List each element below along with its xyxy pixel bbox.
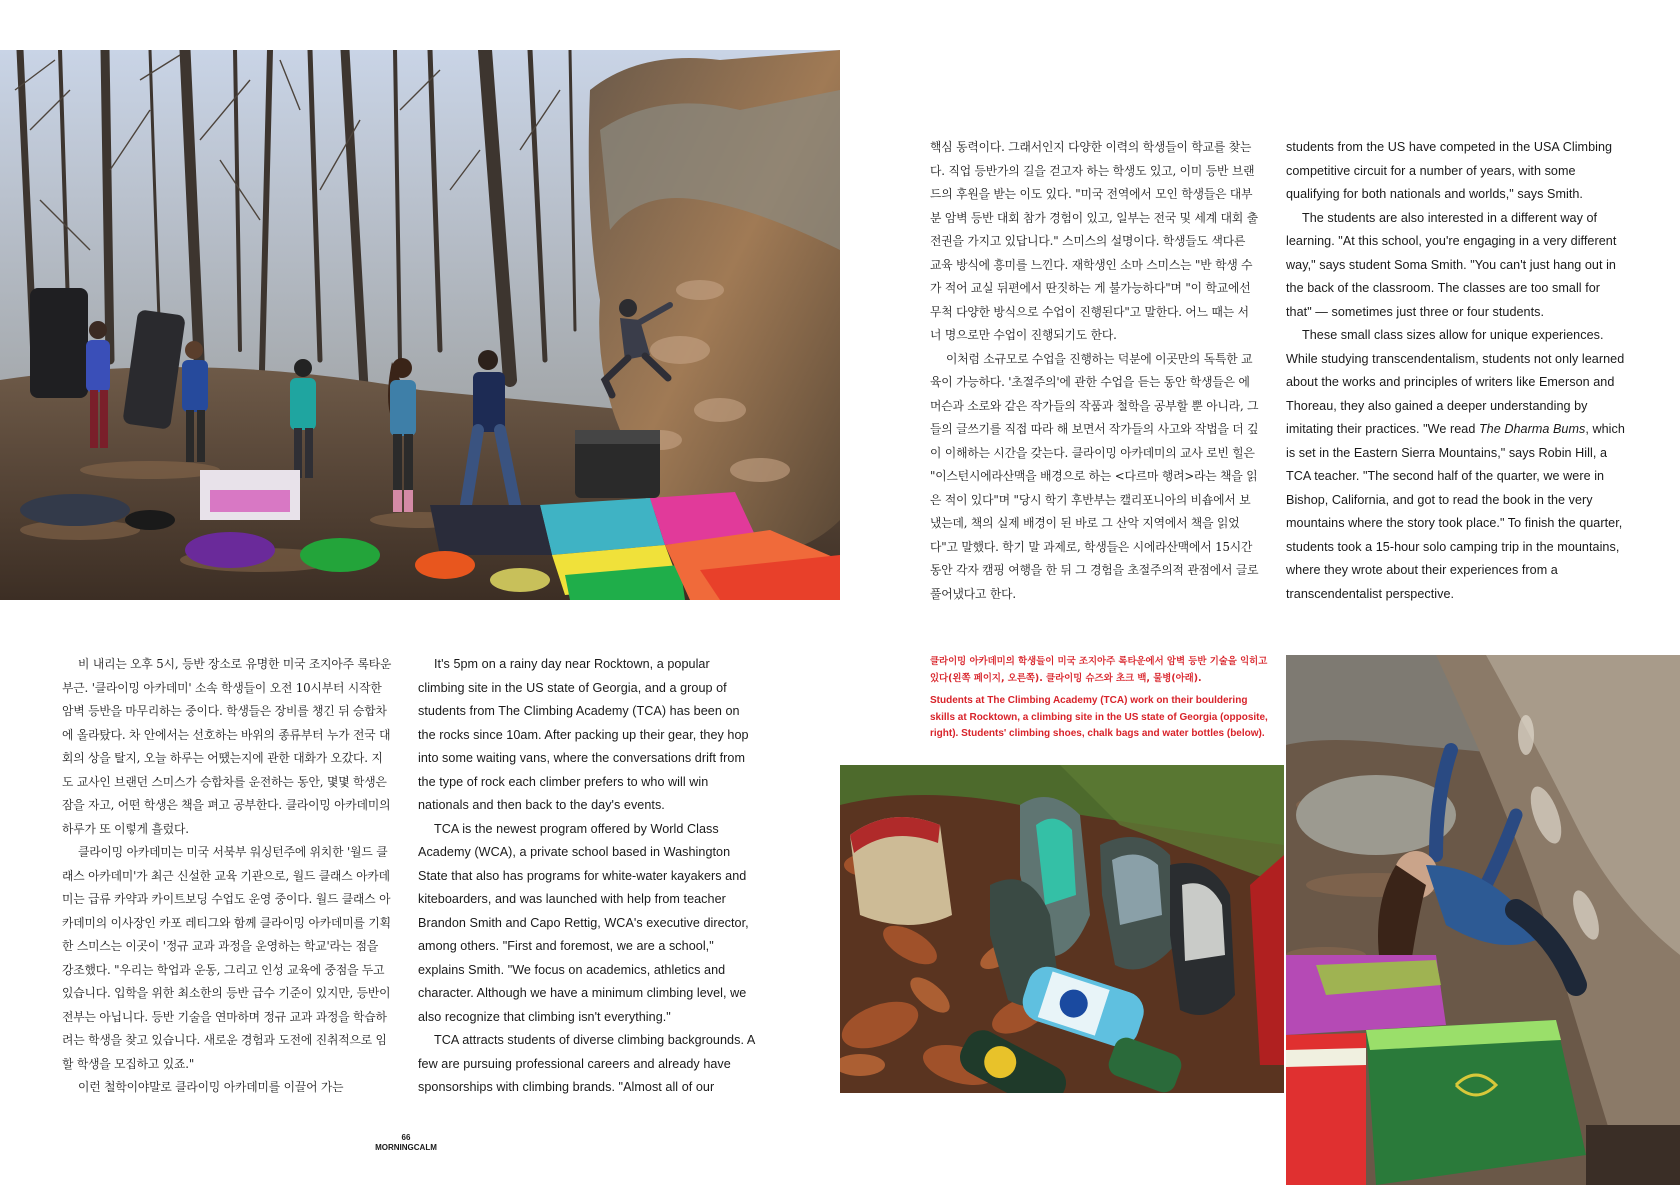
magazine-name: MORNINGCALM bbox=[375, 1143, 437, 1152]
body-paragraph: 이런 철학이야말로 클라이밍 아카데미를 이끌어 가는 bbox=[78, 1080, 344, 1094]
body-paragraph: The students are also interested in a different way of learning. "At this school, you're engaging in a very different way," says student Soma Smith. "You can't just hang out in the back of the classroom. The classes are too small for that" — sometimes just three or four students. bbox=[1286, 210, 1617, 319]
body-paragraph: 이처럼 소규모로 수업을 진행하는 덕분에 이곳만의 독특한 교육이 가능하다. '초절주의'에 관한 수업을 듣는 동안 학생들은 에머슨과 소로와 같은 작가들의 작품과 철학을 공부할 뿐 아니라, 그들의 글쓰기를 직접 따라 해 보면서 작가들의 사고와 작법을 더 깊이 이해하는 시간을 갖는다. 클라이밍 아카데미의 교사 로빈 힐은 "이스턴시에라산맥을 배경으로 하는 <다르마 행려>라는 책을 읽은 적이 있다"며 "당시 학기 후반부는 캘리포니아의 비숍에서 보냈는데, 책의 실제 배경이 된 바로 그 산악 지역에서 책을 읽었다"고 말했다. 학기 말 과제로, 학생들은 시에라산맥에서 15시간 동안 각자 캠핑 여행을 한 뒤 그 경험을 초절주의적 관점에서 글로 풀어냈다고 한다. bbox=[930, 351, 1259, 601]
body-text: These small class sizes allow for unique experiences. While studying transcendentalism, students not only learned about the works and principles of writers like Emerson and Thoreau, they also gained a deeper understanding by imitating their practices. "We read bbox=[1286, 328, 1625, 436]
photo-students-bouldering bbox=[0, 50, 840, 600]
article-korean-column-2 bbox=[930, 136, 1260, 606]
article-korean-column-1 bbox=[62, 653, 392, 1100]
body-paragraph: students from the US have competed in the USA Climbing competitive circuit for a number of years, with some qualifying for both nationals and worlds," says Smith. bbox=[1286, 140, 1613, 201]
body-paragraph: TCA is the newest program offered by World Class Academy (WCA), a private school based in Washington State that also has programs for white-water kayakers and kiteboarders, and was launched with help from teacher Brandon Smith and Capo Rettig, WCA's executive director, among others. "First and foremost, we are a school," explains Smith. "We focus on academics, athletics and character. Although we have a minimum climbing level, we also recognize that climbing isn't everything." bbox=[418, 821, 749, 1024]
body-paragraph: It's 5pm on a rainy day near Rocktown, a popular climbing site in the US state of Georgia, and a group of students from The Climbing Academy (TCA) has been on the rocks since 10am. After packing up their gear, they hop into some waiting vans, where the conversations drift from the type of rock each climber prefers to who will win nationals and then back to the day's events. bbox=[418, 657, 749, 812]
photo-climbing-shoes bbox=[840, 765, 1284, 1093]
article-english-column-1 bbox=[418, 653, 756, 1100]
article-english-column-2 bbox=[1286, 136, 1626, 606]
body-paragraph: TCA attracts students of diverse climbing backgrounds. A few are pursuing professional careers and already have sponsorships with climbing brands. "Almost all of our bbox=[418, 1033, 755, 1094]
page-folio bbox=[374, 1133, 438, 1153]
page-number: 66 bbox=[401, 1133, 411, 1142]
photo-caption bbox=[930, 654, 1270, 743]
book-title: The Dharma Bums bbox=[1478, 422, 1586, 436]
body-paragraph: 핵심 동력이다. 그래서인지 다양한 이력의 학생들이 학교를 찾는다. 직업 등반가의 길을 걷고자 하는 학생도 있고, 이미 등반 브랜드의 후원을 받는 이도 있다. "미국 전역에서 모인 학생들은 대부분 암벽 등반 대회 참가 경험이 있고, 일부는 전국 및 세계 대회 출전권을 가지고 있답니다." 스미스의 설명이다. 학생들도 색다른 교육 방식에 흥미를 느낀다. 재학생인 소마 스미스는 "반 학생 수가 적어 교실 뒤편에서 딴짓하는 게 불가능하다"며 "이 학교에선 무척 다양한 방식으로 수업이 진행된다"고 말한다. 어느 때는 서너 명으로만 수업이 진행되기도 한다. bbox=[930, 140, 1258, 342]
body-paragraph: 비 내리는 오후 5시, 등반 장소로 유명한 미국 조지아주 록타운 부근. '클라이밍 아카데미' 소속 학생들이 오전 10시부터 시작한 암벽 등반을 마무리하는 중이다. 학생들은 장비를 챙긴 뒤 승합차에 올라탔다. 차 안에서는 선호하는 바위의 종류부터 누가 전국 대회의 상을 탈지, 오늘 하루는 어땠는지에 관한 대화가 오갔다. 지도 교사인 브랜던 스미스가 승합차를 운전하는 동안, 몇몇 학생은 잠을 자고, 어떤 학생은 책을 펴고 공부한다. 클라이밍 아카데미의 하루가 또 이렇게 흘렀다. bbox=[62, 657, 392, 836]
body-paragraph: 클라이밍 아카데미는 미국 서북부 워싱턴주에 위치한 '월드 클래스 아카데미'가 최근 신설한 교육 기관으로, 월드 클래스 아카데미는 급류 카약과 카이트보딩 수업도 운영 중이다. 월드 클래스 아카데미의 이사장인 카포 레티그와 함께 클라이밍 아카데미를 기획한 스미스는 이곳이 '정규 교과 과정을 운영하는 학교'라는 점을 강조했다. "우리는 학업과 운동, 그리고 인성 교육에 중점을 두고 있습니다. 입학을 위한 최소한의 등반 급수 기준이 있지만, 등반이 전부는 아닙니다. 등반 기술을 연마하며 정규 교과 과정을 학습하려는 학생을 찾고 있습니다. 새로운 경험과 도전에 진취적으로 임할 학생을 모집하고 있죠." bbox=[62, 845, 391, 1071]
photo-student-climbing bbox=[1286, 655, 1680, 1185]
caption-korean: 클라이밍 아카데미의 학생들이 미국 조지아주 록타운에서 암벽 등반 기술을 익히고 있다(왼쪽 페이지, 오른쪽). 클라이밍 슈즈와 초크 백, 물병(아래). bbox=[930, 656, 1268, 684]
body-text: , which is set in the Eastern Sierra Mountains," says Robin Hill, a TCA teacher. "The second half of the quarter, we were in Bishop, California, and got to read the book in the very mountains where the story took place." To finish the quarter, students took a 15-hour solo camping trip in the mountains, where they wrote about their experiences from a transcendentalist perspective. bbox=[1286, 422, 1625, 601]
caption-english: Students at The Climbing Academy (TCA) work on their bouldering skills at Rocktown, a climbing site in the US state of Georgia (opposite, right). Students' climbing shoes, chalk bags and water bottles (below). bbox=[930, 695, 1268, 739]
body-paragraph bbox=[1286, 324, 1626, 606]
